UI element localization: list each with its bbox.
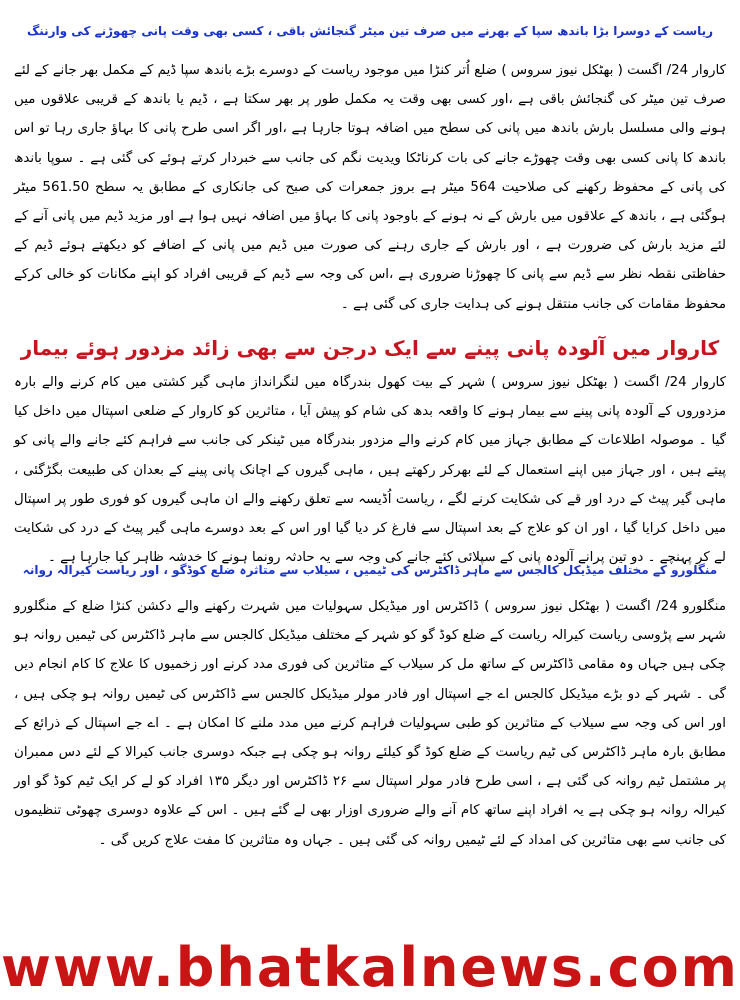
article-headline: منگلورو کے مختلف میڈیکل کالجس سے ماہر ڈاکٹرس کی ٹیمیں ، سیلاب سے متاثرہ ضلع کوڈگو ، اور ریاست کیرالہ روانہ xyxy=(22,563,718,577)
article-polluted-water xyxy=(14,328,726,572)
article-dam-warning xyxy=(14,6,726,319)
article-headline: کاروار میں آلودہ پانی پینے سے ایک درجن سے بھی زائد مزدور ہوئے بیمار xyxy=(20,336,720,360)
article-body: کاروار 24/ اگست ( بھٹکل نیوز سروس ) ضلع اُتر کنڑا میں موجود ریاست کے دوسرے بڑے باندھ سپا ڈیم کے مکمل بھر جانے کے لئے صرف تین میٹر کی گنجائش باقی ہے ،اور کسی بھی وقت یہ مکمل طور پر بھر سکتا ہے ، ڈیم یا باندھ کے قریبی علاقوں میں ہونے والی مسلسل بارش باندھ میں پانی کی سطح میں اضافہ ہوتا جارہا ہے ،اور اگر اسی طرح پانی کا بہاؤ جاری رہا تو اس باندھ کا پانی کسی بھی وقت چھوڑے جانے کی بات کرناٹکا ویدیت نگم کی جانب سے خبردار کرتے ہوئے کی گئی ہے ۔ سوپا باندھ کی پانی کے محفوظ رکھنے کی صلاحیت 564 میٹر ہے بروز جمعرات کی صبح کی جانکاری کے مطابق یہ سطح 561.50 میٹر ہوگئی ہے ، باندھ کے علاقوں میں بارش کے نہ ہونے کے باوجود پانی کا بہاؤ میں اضافہ نہیں ہوا ہے اور مزید ڈیم میں پانی آنے کے لئے مزید بارش کی ضرورت ہے ، اور بارش کے جاری رہنے کی صورت میں ڈیم میں پانی کے اضافے کو دیکھتے ہوئے ڈیم کے حفاظتی نقطہ نظر سے ڈیم سے پانی کا چھوڑنا ضروری ہے ،اس کی وجہ سے ڈیم کے قریبی افراد کو اپنے مکانات کو خالی کرکے محفوظ مقامات کی جانب منتقل ہونے کی ہدایت جاری کی گئی ہے ۔ xyxy=(14,63,726,312)
article-medical-teams xyxy=(14,548,726,855)
article-body: منگلورو 24/ اگست ( بھٹکل نیوز سروس ) ڈاکٹرس اور میڈیکل سہولیات میں شہرت رکھنے والے دکشن کنڑا ضلع کے منگلورو شہر سے پڑوسی ریاست کیرالہ ریاست کے ضلع کوڈ گو کو شہر کے مختلف میڈیکل کالجس سے ماہر ڈاکٹرس کی ٹیمیں روانہ ہو چکی ہیں جہاں وہ مقامی ڈاکٹرس کے ساتھ مل کر سیلاب کے متاثرین کی فوری مدد کرنے اور زخمیوں کا علاج کا کام انجام دیں گی ۔ شہر کے دو بڑے میڈیکل کالجس اے جے اسپتال اور فادر مولر میڈیکل کالجس سے ڈاکٹرس کی ٹیمیں روانہ ہو چکی ہیں ، اور اس کی وجہ سے سیلاب کے متاثرین کو طبی سہولیات فراہم کرنے میں مدد ملنے کا امکان ہے ۔ اے جے اسپتال کے ذرائع کے مطابق بارہ ماہر ڈاکٹرس کی ٹیم ریاست کے ضلع کوڈ گو کیلئے روانہ ہو چکی ہے جبکہ دوسری جانب کیرالا کے لئے دس ممبران پر مشتمل ٹیم روانہ کی گئی ہے ، اسی طرح فادر مولر اسپتال سے ۲۶ ڈاکٹرس اور دیگر ۱۳۵ افراد کو لے کر ایک ٹیم کوڈ گو اور کیرالہ روانہ ہو چکی ہے یہ افراد اپنے ساتھ کام آنے والے ضروری اوزار بھی لے گئے ہیں ۔ اس کے علاوہ دوسری چھوٹی تنظیموں کی جانب سے بھی متاثرین کی امداد کے لئے ٹیمیں روانہ کی گئی ہیں ۔ جہاں وہ متاثرین کا مفت علاج کریں گی ۔ xyxy=(14,599,726,848)
article-headline: ریاست کے دوسرا بڑا باندھ سپا کے بھرنے میں صرف تین میٹر گنجائش باقی ، کسی بھی وقت پانی چھوڑنے کی وارننگ xyxy=(26,24,714,38)
website-url-footer: www.bhatkalnews.com xyxy=(1,936,739,999)
article-body: کاروار 24/ اگست ( بھٹکل نیوز سروس ) شہر کے بیت کھول بندرگاہ میں لنگرانداز ماہی گیر کشتی میں کام کرنے والے بارہ مزدوروں کے آلودہ پانی پینے سے بیمار ہونے کا واقعہ بدھ کی شام کو پیش آیا ، متاثرین کو کاروار کے ضلعی اسپتال میں داخل کیا گیا ۔ موصولہ اطلاعات کے مطابق جہاز میں کام کرنے والے مزدور بندرگاہ میں ٹینکر کی جانب سے فراہم کئے جانے والے پانی کو پیتے ہیں ، اور جہاز میں اپنے استعمال کے لئے بھرکر رکھتے ہیں ، ماہی گیروں کے اچانک پانی پینے کے بعدان کی طبیعت بگڑگئی ، ماہی گیر پیٹ کے درد اور قے کی شکایت کرنے لگے ، ریاست اُڈیسہ سے تعلق رکھنے والے ان ماہی گیروں کو فوری طور پر اسپتال میں داخل کرایا گیا ، اور ان کو علاج کے بعد اسپتال سے فارغ کر دیا گیا اور اس کے بعد دوسرے ماہی گیر پیٹ کے درد کی شکایت لے کر پہنچے ۔ دو تین پرانے آلودہ پانی کے سپلائی کئے جانے کی وجہ سے یہ حادثہ رونما ہونے کا خدشہ ظاہر کیا جارہا ہے ۔ xyxy=(14,375,726,566)
